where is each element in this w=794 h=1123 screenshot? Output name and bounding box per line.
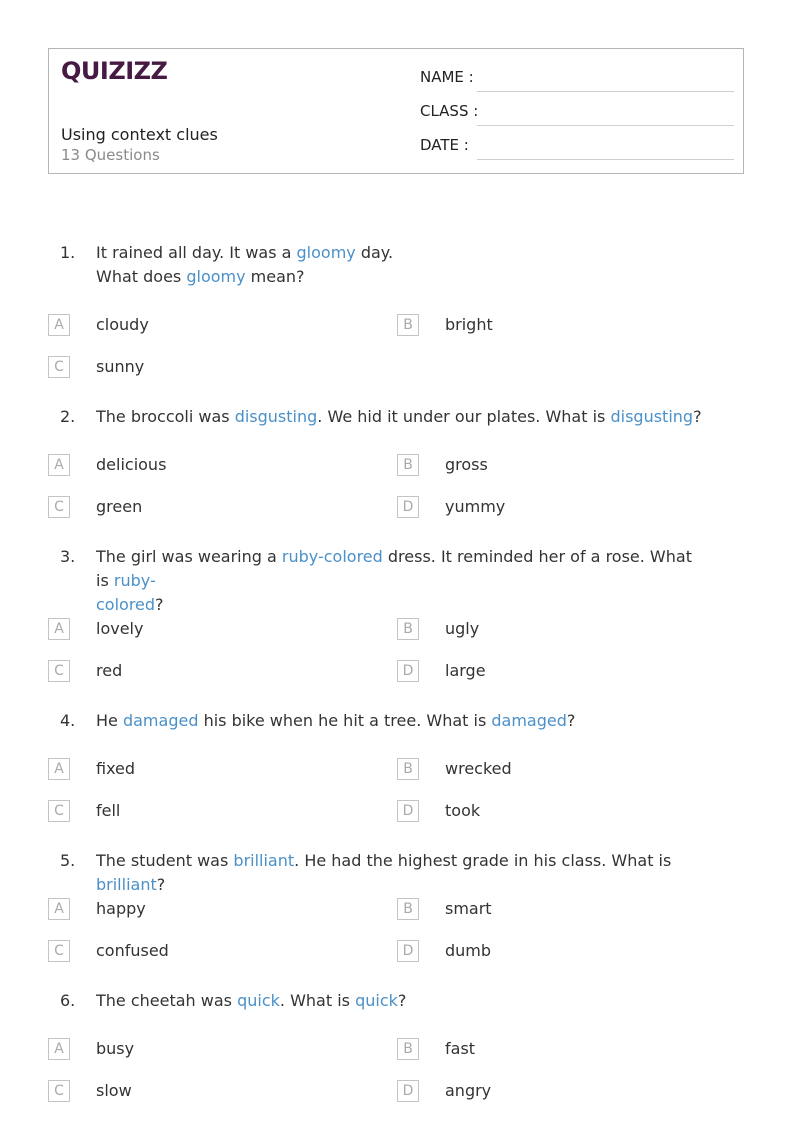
class-label: CLASS : — [420, 102, 479, 120]
option-text: confused — [96, 941, 169, 960]
option-letter-box: C — [48, 1080, 70, 1102]
vocab-word: gloomy — [186, 267, 246, 286]
vocab-word: damaged — [491, 711, 567, 730]
option-text: fast — [445, 1039, 476, 1058]
text-segment: . We hid it under our plates. What is — [317, 407, 611, 426]
vocab-word: ruby-colored — [281, 547, 383, 566]
question-2 — [60, 405, 710, 429]
option-letter-box: B — [397, 898, 419, 920]
text-segment: ? — [693, 407, 702, 426]
option-letter-box: D — [397, 940, 419, 962]
vocab-word: disgusting — [234, 407, 318, 426]
option-text: green — [96, 497, 143, 516]
option-text: angry — [445, 1081, 492, 1100]
question-6 — [60, 989, 710, 1013]
text-segment: The student was — [96, 851, 234, 870]
text-segment: ? — [155, 595, 164, 614]
option-letter-box: C — [48, 940, 70, 962]
option-text: slow — [96, 1081, 132, 1100]
class-field[interactable] — [420, 102, 734, 126]
question-number: 5. — [60, 851, 76, 870]
text-segment: The girl was wearing a — [96, 547, 282, 566]
option-letter-box: B — [397, 618, 419, 640]
text-segment: mean? — [245, 267, 305, 286]
name-label: NAME : — [420, 68, 474, 86]
option-text: delicious — [96, 455, 167, 474]
option-letter-box: D — [397, 800, 419, 822]
vocab-word: brilliant — [96, 875, 157, 894]
option-letter-box: A — [48, 898, 70, 920]
text-segment: The cheetah was — [96, 991, 238, 1010]
worksheet-title: Using context clues — [61, 125, 218, 144]
text-segment: ? — [397, 991, 407, 1010]
option-letter-box: B — [397, 454, 419, 476]
option-text: fell — [96, 801, 121, 820]
text-segment: day. — [355, 243, 394, 262]
option-text: fixed — [96, 759, 136, 778]
text-segment: He — [96, 711, 123, 730]
question-number: 2. — [60, 407, 76, 426]
question-text — [96, 709, 706, 733]
text-segment: ? — [566, 711, 576, 730]
question-text — [96, 241, 706, 289]
option-text: busy — [96, 1039, 135, 1058]
vocab-word: ruby- — [113, 571, 156, 590]
date-field[interactable] — [420, 136, 734, 160]
question-4 — [60, 709, 710, 733]
vocab-word: gloomy — [296, 243, 356, 262]
text-segment: ? — [156, 875, 166, 894]
text-segment: . He had the highest grade in his class. What is — [294, 851, 672, 870]
option-letter-box: B — [397, 1038, 419, 1060]
text-segment: It rained all day. It was a — [96, 243, 297, 262]
option-letter-box: C — [48, 356, 70, 378]
question-text — [96, 989, 706, 1013]
question-text — [96, 545, 706, 617]
vocab-word: disgusting — [610, 407, 694, 426]
option-letter-box: D — [397, 1080, 419, 1102]
option-letter-box: B — [397, 758, 419, 780]
option-letter-box: A — [48, 454, 70, 476]
option-text: large — [445, 661, 486, 680]
class-line[interactable] — [477, 125, 734, 126]
option-text: red — [96, 661, 123, 680]
option-letter-box: C — [48, 496, 70, 518]
option-letter-box: B — [397, 314, 419, 336]
text-segment: What does — [96, 267, 187, 286]
option-text: wrecked — [445, 759, 512, 778]
date-line[interactable] — [477, 159, 734, 160]
text-segment: dress. It reminded her of a rose. What is — [96, 547, 692, 590]
option-text: cloudy — [96, 315, 149, 334]
option-letter-box: A — [48, 618, 70, 640]
vocab-word: colored — [96, 595, 156, 614]
option-text: gross — [445, 455, 488, 474]
vocab-word: damaged — [122, 711, 199, 730]
option-letter-box: C — [48, 800, 70, 822]
text-segment: The broccoli was — [96, 407, 235, 426]
option-letter-box: D — [397, 660, 419, 682]
option-text: happy — [96, 899, 146, 918]
worksheet-header — [48, 48, 744, 174]
date-label: DATE : — [420, 136, 469, 154]
question-number: 3. — [60, 547, 76, 566]
vocab-word: quick — [237, 991, 280, 1010]
text-segment: . What is — [279, 991, 356, 1010]
question-count: 13 Questions — [61, 146, 160, 164]
question-3 — [60, 545, 710, 614]
option-text: ugly — [445, 619, 480, 638]
question-5 — [60, 849, 710, 894]
name-field[interactable] — [420, 68, 734, 92]
name-line[interactable] — [477, 91, 734, 92]
option-text: took — [445, 801, 481, 820]
option-text: bright — [445, 315, 493, 334]
option-text: dumb — [445, 941, 492, 960]
option-letter-box: A — [48, 758, 70, 780]
option-text: lovely — [96, 619, 144, 638]
option-text: sunny — [96, 357, 145, 376]
question-number: 1. — [60, 243, 76, 262]
option-letter-box: A — [48, 1038, 70, 1060]
option-letter-box: A — [48, 314, 70, 336]
text-segment: his bike when he hit a tree. What is — [198, 711, 492, 730]
vocab-word: brilliant — [233, 851, 295, 870]
question-text — [96, 849, 706, 897]
vocab-word: quick — [355, 991, 398, 1010]
quizizz-logo: QUIZIZZ — [61, 57, 168, 85]
option-letter-box: C — [48, 660, 70, 682]
option-text: yummy — [445, 497, 506, 516]
question-text — [96, 405, 706, 429]
question-number: 4. — [60, 711, 76, 730]
option-text: smart — [445, 899, 492, 918]
question-1 — [60, 241, 710, 289]
option-letter-box: D — [397, 496, 419, 518]
question-number: 6. — [60, 991, 76, 1010]
